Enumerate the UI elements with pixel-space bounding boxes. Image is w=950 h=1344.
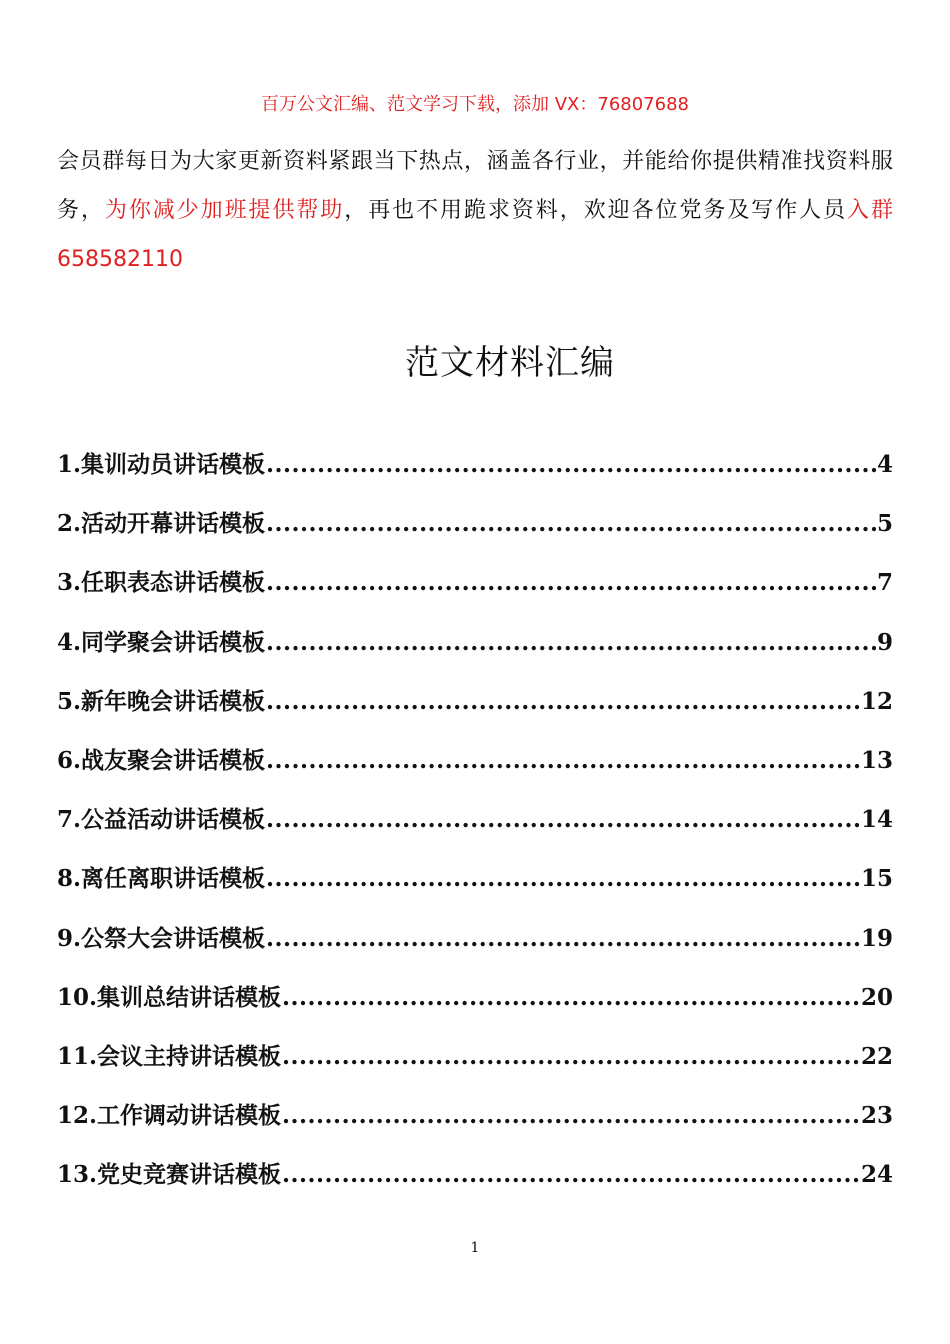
toc-item-label: 7.公益活动讲话模板: [57, 806, 266, 834]
toc-item[interactable]: [57, 624, 893, 683]
toc-item[interactable]: [57, 1156, 893, 1215]
toc-item[interactable]: [57, 505, 893, 564]
toc-leader-dots: [266, 865, 860, 892]
toc-item[interactable]: [57, 683, 893, 742]
toc-leader-dots: [282, 1043, 860, 1070]
toc-item-page: 22: [860, 1042, 893, 1070]
toc-item-page: 9: [876, 628, 893, 656]
toc-item[interactable]: [57, 564, 893, 623]
toc-item[interactable]: [57, 920, 893, 979]
toc-item-page: 24: [860, 1161, 893, 1189]
toc-item-page: 19: [860, 924, 893, 952]
toc-item-label: 8.离任离职讲话模板: [57, 865, 266, 893]
toc-item-label: 4.同学聚会讲话模板: [57, 628, 266, 656]
toc-leader-dots: [266, 747, 860, 774]
document-title: 范文材料汇编: [405, 343, 615, 383]
toc-leader-dots: [266, 806, 860, 833]
ad-line: 百万公文汇编、范文学习下载，添加 VX：76807688: [261, 94, 689, 115]
toc-item-label: 1.集训动员讲话模板: [57, 451, 266, 478]
notice-text-1: 会员群每日为大家更新资料紧跟当下热点，涵盖各行业，并能给你提供精准找资料服务，: [57, 149, 893, 223]
toc-leader-dots: [266, 451, 876, 478]
toc-item-label: 11.会议主持讲话模板: [57, 1042, 282, 1070]
toc-item-page: 23: [860, 1102, 893, 1130]
toc-item-page: 4: [876, 451, 893, 478]
toc-item[interactable]: [57, 1038, 893, 1097]
toc-item-page: 7: [876, 569, 893, 597]
toc-item[interactable]: [57, 801, 893, 860]
toc-leader-dots: [282, 1161, 860, 1188]
toc-item-page: 5: [876, 510, 893, 538]
toc-item-label: 10.集训总结讲话模板: [57, 983, 282, 1011]
toc-item-label: 3.任职表态讲话模板: [57, 569, 266, 597]
toc-leader-dots: [266, 510, 876, 537]
page-number: 1: [470, 1240, 480, 1256]
toc-item-page: 14: [860, 806, 893, 834]
toc-leader-dots: [266, 925, 860, 952]
toc-item-label: 12.工作调动讲话模板: [57, 1102, 282, 1130]
toc-item[interactable]: [57, 979, 893, 1038]
toc-item-page: 20: [860, 983, 893, 1011]
notice-highlight-2: 入群 658582110: [57, 198, 893, 272]
toc-item-label: 5.新年晚会讲话模板: [57, 687, 266, 715]
toc-item-label: 2.活动开幕讲话模板: [57, 510, 266, 538]
toc-item[interactable]: [57, 860, 893, 919]
table-of-contents: [57, 446, 893, 1215]
member-notice: [57, 137, 893, 284]
toc-item[interactable]: [57, 446, 893, 505]
toc-item-label: 9.公祭大会讲话模板: [57, 924, 266, 952]
toc-item-page: 15: [860, 865, 893, 893]
toc-item-page: 12: [860, 687, 893, 715]
toc-item-page: 13: [860, 746, 893, 774]
toc-leader-dots: [266, 629, 876, 656]
notice-text-2: ，再也不用跪求资料，欢迎各位党务及写作人员: [344, 198, 848, 223]
toc-item[interactable]: [57, 1097, 893, 1156]
toc-item-label: 6.战友聚会讲话模板: [57, 746, 266, 774]
notice-highlight-1: 为你减少加班提供帮助: [104, 198, 345, 223]
toc-leader-dots: [282, 1102, 860, 1129]
toc-leader-dots: [266, 569, 876, 596]
toc-leader-dots: [282, 984, 860, 1011]
toc-item-label: 13.党史竞赛讲话模板: [57, 1161, 282, 1189]
toc-leader-dots: [266, 688, 860, 715]
toc-item[interactable]: [57, 742, 893, 801]
